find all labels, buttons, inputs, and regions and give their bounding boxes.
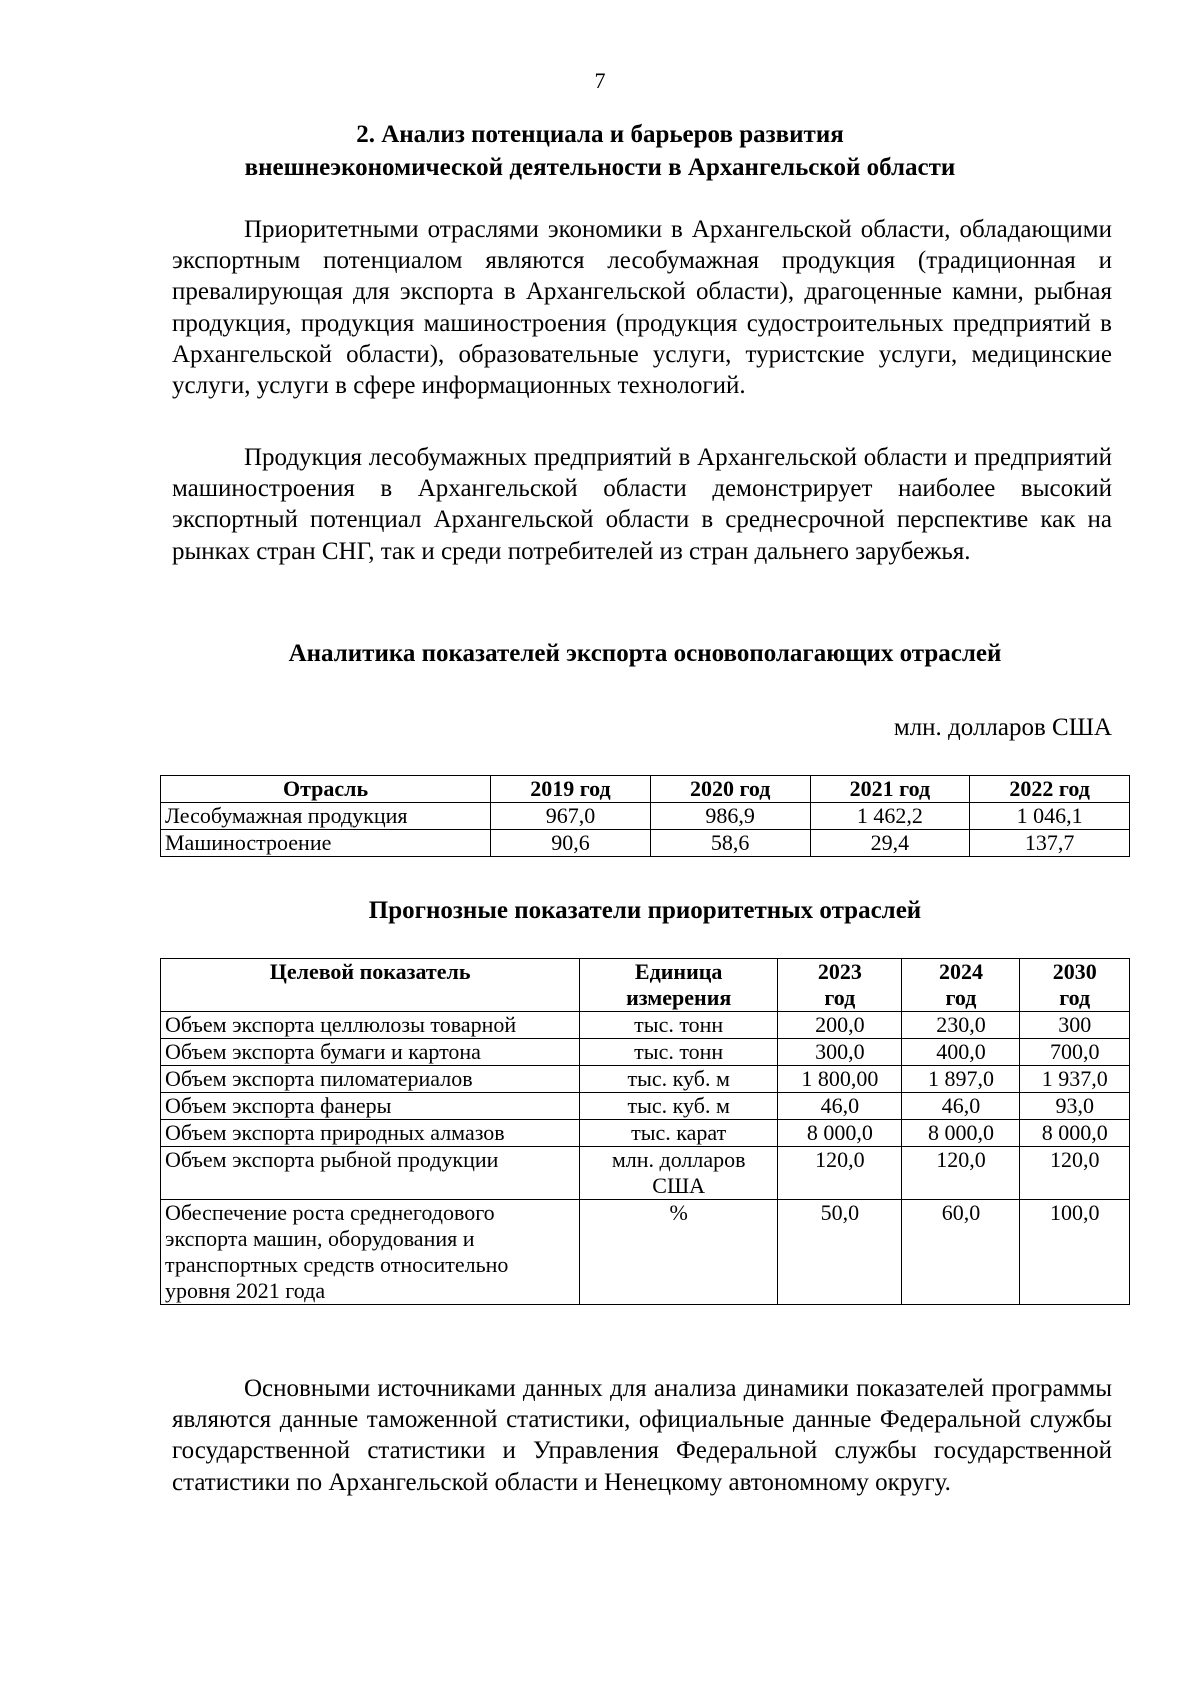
- cell-unit: %: [580, 1200, 778, 1305]
- cell-unit: тыс. куб. м: [580, 1066, 778, 1093]
- cell-value: 1 937,0: [1020, 1066, 1130, 1093]
- cell-value: 58,6: [650, 830, 810, 857]
- header-line: 2030: [1052, 959, 1097, 984]
- table-row: [161, 830, 1130, 857]
- cell-value: 8 000,0: [902, 1120, 1020, 1147]
- export-indicators-table: [160, 775, 1130, 857]
- column-header-2019: 2019 год: [491, 776, 651, 803]
- header-line: 2024: [938, 959, 983, 984]
- column-header-2030: [1020, 959, 1130, 1012]
- paragraph-priority-sectors: Приоритетными отраслями экономики в Архангельской области, обладающими экспортным потенциалом являются лесобумажная продукция (традиционная и превалирующая для экспорта в Архангельской области), драгоценные камни, рыбная продукция, продукция машиностроения (продукция судостроительных предприятий в Архангельской области), образовательные услуги, туристские услуги, медицинские услуги, услуги в сфере информационных технологий.: [172, 216, 1112, 400]
- header-line: год: [945, 985, 977, 1010]
- header-line: год: [1059, 985, 1091, 1010]
- cell-value: 700,0: [1020, 1039, 1130, 1066]
- cell-value: 46,0: [778, 1093, 902, 1120]
- cell-value: 50,0: [778, 1200, 902, 1305]
- row-label: Объем экспорта пиломатериалов: [161, 1066, 580, 1093]
- cell-unit: тыс. куб. м: [580, 1093, 778, 1120]
- cell-value: 200,0: [778, 1012, 902, 1039]
- cell-unit: тыс. тонн: [580, 1039, 778, 1066]
- cell-value: 1 462,2: [810, 803, 970, 830]
- cell-value: 90,6: [491, 830, 651, 857]
- cell-value: 300: [1020, 1012, 1130, 1039]
- cell-value: 100,0: [1020, 1200, 1130, 1305]
- column-header-2020: 2020 год: [650, 776, 810, 803]
- column-header-2021: 2021 год: [810, 776, 970, 803]
- table-row: [161, 803, 1130, 830]
- cell-unit: млн. долларов США: [580, 1147, 778, 1200]
- cell-value: 60,0: [902, 1200, 1020, 1305]
- row-label: Объем экспорта целлюлозы товарной: [161, 1012, 580, 1039]
- cell-value: 400,0: [902, 1039, 1020, 1066]
- table-header-row: [161, 776, 1130, 803]
- cell-value: 986,9: [650, 803, 810, 830]
- row-label: Объем экспорта природных алмазов: [161, 1120, 580, 1147]
- row-label: Объем экспорта рыбной продукции: [161, 1147, 580, 1200]
- section-title-line-2: внешнеэкономической деятельности в Архангельской области: [244, 154, 956, 181]
- page-number: 7: [594, 68, 606, 93]
- cell-value: 120,0: [902, 1147, 1020, 1200]
- section-title: [160, 118, 1040, 184]
- cell-value: 8 000,0: [1020, 1120, 1130, 1147]
- header-line: год: [824, 985, 856, 1010]
- table-row: [161, 1200, 1130, 1305]
- row-label: Машиностроение: [161, 830, 491, 857]
- cell-unit: тыс. карат: [580, 1120, 778, 1147]
- header-line: измерения: [626, 985, 732, 1010]
- row-label: Обеспечение роста среднегодового экспорта машин, оборудования и транспортных средств относительно уровня 2021 года: [161, 1200, 580, 1305]
- cell-value: 1 046,1: [970, 803, 1130, 830]
- table-row: [161, 1039, 1130, 1066]
- table-row: [161, 1012, 1130, 1039]
- cell-value: 1 800,00: [778, 1066, 902, 1093]
- row-label: Объем экспорта фанеры: [161, 1093, 580, 1120]
- table1-title: Аналитика показателей экспорта основополагающих отраслей: [288, 640, 1002, 667]
- table-header-row: [161, 959, 1130, 1012]
- column-header-2023: [778, 959, 902, 1012]
- cell-value: 29,4: [810, 830, 970, 857]
- column-header-indicator: Целевой показатель: [161, 959, 580, 1012]
- cell-value: 8 000,0: [778, 1120, 902, 1147]
- table-row: [161, 1147, 1130, 1200]
- cell-value: 1 897,0: [902, 1066, 1020, 1093]
- cell-value: 93,0: [1020, 1093, 1130, 1120]
- table-row: [161, 1120, 1130, 1147]
- column-header-unit: [580, 959, 778, 1012]
- row-label: Объем экспорта бумаги и картона: [161, 1039, 580, 1066]
- cell-value: 137,7: [970, 830, 1130, 857]
- column-header-2024: [902, 959, 1020, 1012]
- paragraph-export-potential: Продукция лесобумажных предприятий в Архангельской области и предприятий машиностроения в Архангельской области демонстрирует наиболее высокий экспортный потенциал Архангельской области в среднесрочной перспективе как на рынках стран СНГ, так и среди потребителей из стран дальнего зарубежья.: [172, 444, 1112, 565]
- column-header-2022: 2022 год: [970, 776, 1130, 803]
- header-line: Единица: [634, 959, 723, 984]
- forecast-indicators-table: [160, 958, 1130, 1305]
- cell-value: 120,0: [778, 1147, 902, 1200]
- header-line: 2023: [817, 959, 862, 984]
- cell-value: 46,0: [902, 1093, 1020, 1120]
- cell-value: 967,0: [491, 803, 651, 830]
- table1-units: млн. долларов США: [893, 714, 1112, 741]
- column-header-sector: Отрасль: [161, 776, 491, 803]
- table-row: [161, 1066, 1130, 1093]
- section-title-line-1: 2. Анализ потенциала и барьеров развития: [356, 121, 844, 148]
- paragraph-data-sources: Основными источниками данных для анализа динамики показателей программы являются данные таможенной статистики, официальные данные Федеральной службы государственной статистики и Управления Федеральной службы государственной статистики по Архангельской области и Ненецкому автономному округу.: [172, 1375, 1112, 1496]
- cell-value: 300,0: [778, 1039, 902, 1066]
- cell-value: 120,0: [1020, 1147, 1130, 1200]
- cell-unit: тыс. тонн: [580, 1012, 778, 1039]
- row-label: Лесобумажная продукция: [161, 803, 491, 830]
- table2-title: Прогнозные показатели приоритетных отраслей: [368, 897, 922, 924]
- cell-value: 230,0: [902, 1012, 1020, 1039]
- table-row: [161, 1093, 1130, 1120]
